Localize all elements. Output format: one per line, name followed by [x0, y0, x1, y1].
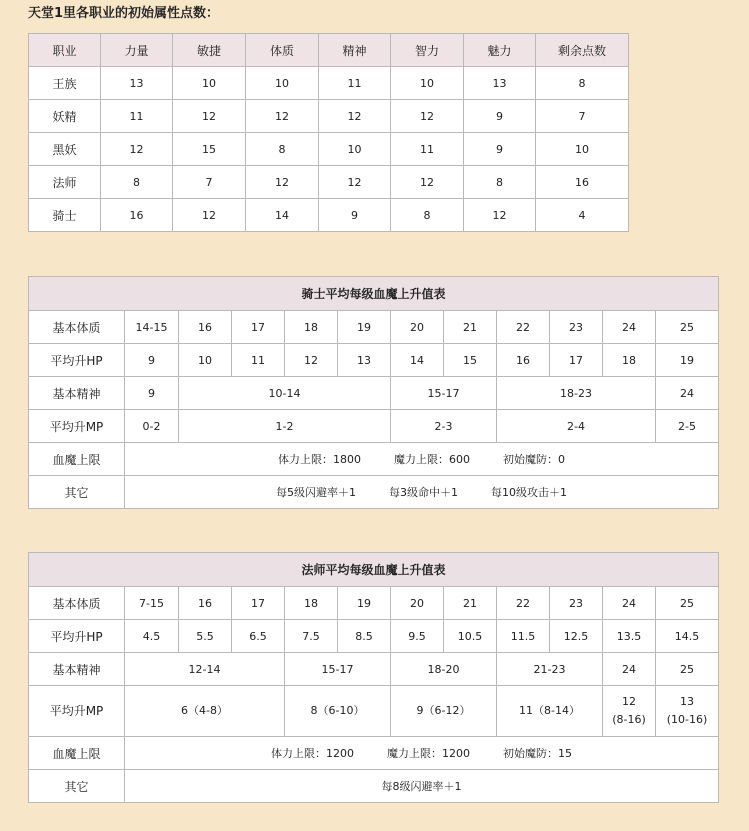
title-row — [29, 277, 719, 311]
page-heading: 天堂1里各职业的初始属性点数： — [28, 6, 220, 21]
table-row — [29, 620, 719, 653]
cell: 9 — [464, 133, 536, 166]
cell: 24 — [603, 587, 656, 620]
cell: 18 — [285, 311, 338, 344]
mp-cap-label: 魔力上限： — [387, 747, 443, 760]
cell: 12-14 — [125, 653, 285, 686]
table-row — [29, 311, 719, 344]
cell: 10 — [179, 344, 232, 377]
table-row — [29, 476, 719, 509]
table-row — [29, 67, 629, 100]
cell: 6.5 — [232, 620, 285, 653]
cell: 11 — [391, 133, 464, 166]
cell: 10.5 — [444, 620, 497, 653]
cell: 18 — [285, 587, 338, 620]
cell: 9 — [125, 377, 179, 410]
col-header-str: 力量 — [101, 34, 173, 67]
mp-range: (10-16) — [666, 713, 708, 726]
class-name: 妖精 — [29, 100, 101, 133]
row-label: 血魔上限 — [29, 737, 125, 770]
cell: 18 — [603, 344, 656, 377]
mr-value: 15 — [558, 747, 573, 760]
cell: 25 — [656, 653, 719, 686]
table-row — [29, 100, 629, 133]
other-note: 每3级命中＋1 — [389, 486, 459, 499]
cell: 12 — [173, 100, 246, 133]
cell: 8 — [101, 166, 173, 199]
row-label: 其它 — [29, 476, 125, 509]
hp-cap-label: 体力上限： — [271, 747, 327, 760]
title-row — [29, 553, 719, 587]
cell: 8 — [536, 67, 629, 100]
cap-cell — [125, 443, 719, 476]
cell: 12 — [391, 166, 464, 199]
cell: 5.5 — [179, 620, 232, 653]
cell: 9 — [125, 344, 179, 377]
cell: 4.5 — [125, 620, 179, 653]
other-cell — [125, 770, 719, 803]
cell: 21-23 — [497, 653, 603, 686]
other-note: 每5级闪避率＋1 — [276, 486, 357, 499]
row-label: 其它 — [29, 770, 125, 803]
cell: 15-17 — [285, 653, 391, 686]
cell: 12 — [464, 199, 536, 232]
table-row — [29, 443, 719, 476]
cell: 9 — [464, 100, 536, 133]
cell: 2-5 — [656, 410, 719, 443]
cell: 14 — [246, 199, 319, 232]
cell: 13.5 — [603, 620, 656, 653]
table-row — [29, 344, 719, 377]
cell — [603, 686, 656, 737]
cell: 11 — [232, 344, 285, 377]
cell: 18-20 — [391, 653, 497, 686]
cell: 22 — [497, 311, 550, 344]
cell: 15 — [444, 344, 497, 377]
cell: 1-2 — [179, 410, 391, 443]
cell: 2-4 — [497, 410, 656, 443]
cell: 11 — [319, 67, 391, 100]
cell: 10 — [319, 133, 391, 166]
cell: 16 — [497, 344, 550, 377]
cell: 14 — [391, 344, 444, 377]
cell: 7 — [173, 166, 246, 199]
mp-cap-value: 1200 — [442, 747, 471, 760]
cell: 16 — [179, 587, 232, 620]
knight-table-title: 骑士平均每级血魔上升值表 — [29, 277, 719, 311]
row-label: 平均升HP — [29, 620, 125, 653]
col-header-int: 智力 — [391, 34, 464, 67]
cell: 8 — [246, 133, 319, 166]
col-header-wis: 精神 — [319, 34, 391, 67]
knight-table — [28, 276, 719, 509]
cell: 14-15 — [125, 311, 179, 344]
cell: 17 — [232, 311, 285, 344]
row-label: 平均升HP — [29, 344, 125, 377]
class-name: 黑妖 — [29, 133, 101, 166]
other-cell — [125, 476, 719, 509]
cell: 12 — [319, 166, 391, 199]
cell: 11.5 — [497, 620, 550, 653]
col-header-remaining: 剩余点数 — [536, 34, 629, 67]
mr-label: 初始魔防： — [503, 453, 559, 466]
col-header-dex: 敏捷 — [173, 34, 246, 67]
cell: 15 — [173, 133, 246, 166]
cell: 15-17 — [391, 377, 497, 410]
cell: 23 — [550, 587, 603, 620]
row-label: 基本精神 — [29, 653, 125, 686]
cell: 11（8-14） — [497, 686, 603, 737]
cell: 25 — [656, 311, 719, 344]
cell: 12 — [246, 166, 319, 199]
cell: 7-15 — [125, 587, 179, 620]
mp-range: (8-16) — [612, 713, 646, 726]
cell: 17 — [550, 344, 603, 377]
col-header-con: 体质 — [246, 34, 319, 67]
cell: 10 — [173, 67, 246, 100]
table-row — [29, 653, 719, 686]
mp-cap-label: 魔力上限： — [394, 453, 450, 466]
cell: 13 — [338, 344, 391, 377]
table-row — [29, 133, 629, 166]
class-attributes-table — [28, 33, 629, 232]
mp-value: 12 — [622, 695, 636, 708]
cell: 12 — [246, 100, 319, 133]
cell: 10 — [246, 67, 319, 100]
cell: 21 — [444, 587, 497, 620]
cell: 24 — [603, 311, 656, 344]
class-name: 法师 — [29, 166, 101, 199]
cell: 6（4-8） — [125, 686, 285, 737]
cell: 12 — [285, 344, 338, 377]
cell: 12 — [319, 100, 391, 133]
table-row — [29, 166, 629, 199]
cell: 10-14 — [179, 377, 391, 410]
hp-cap-label: 体力上限： — [278, 453, 334, 466]
cell: 9 — [319, 199, 391, 232]
cell: 25 — [656, 587, 719, 620]
table-row — [29, 737, 719, 770]
other-note: 每8级闪避率＋1 — [381, 780, 462, 793]
cell: 16 — [179, 311, 232, 344]
cell: 16 — [101, 199, 173, 232]
table-row — [29, 770, 719, 803]
mage-table — [28, 552, 719, 803]
col-header-class: 职业 — [29, 34, 101, 67]
hp-cap-value: 1800 — [333, 453, 362, 466]
row-label: 基本体质 — [29, 587, 125, 620]
header-row — [29, 34, 629, 67]
table-row — [29, 410, 719, 443]
cell: 21 — [444, 311, 497, 344]
cell — [656, 686, 719, 737]
cell: 8（6-10） — [285, 686, 391, 737]
cell: 20 — [391, 587, 444, 620]
cell: 19 — [656, 344, 719, 377]
cell: 7 — [536, 100, 629, 133]
table-row — [29, 199, 629, 232]
row-label: 平均升MP — [29, 410, 125, 443]
hp-cap-value: 1200 — [326, 747, 355, 760]
cell: 17 — [232, 587, 285, 620]
row-label: 平均升MP — [29, 686, 125, 737]
cell: 8 — [464, 166, 536, 199]
cell: 2-3 — [391, 410, 497, 443]
cell: 12.5 — [550, 620, 603, 653]
cap-cell — [125, 737, 719, 770]
cell: 0-2 — [125, 410, 179, 443]
cell: 20 — [391, 311, 444, 344]
mage-table-title: 法师平均每级血魔上升值表 — [29, 553, 719, 587]
mp-value: 13 — [680, 695, 695, 708]
table-row — [29, 377, 719, 410]
cell: 23 — [550, 311, 603, 344]
cell: 12 — [173, 199, 246, 232]
class-name: 王族 — [29, 67, 101, 100]
row-label: 基本精神 — [29, 377, 125, 410]
table-row — [29, 587, 719, 620]
other-note: 每10级攻击＋1 — [491, 486, 568, 499]
cell: 9.5 — [391, 620, 444, 653]
cell: 24 — [603, 653, 656, 686]
cell: 12 — [391, 100, 464, 133]
cell: 18-23 — [497, 377, 656, 410]
col-header-cha: 魅力 — [464, 34, 536, 67]
cell: 7.5 — [285, 620, 338, 653]
cell: 10 — [391, 67, 464, 100]
cell: 13 — [464, 67, 536, 100]
cell: 12 — [101, 133, 173, 166]
cell: 9（6-12） — [391, 686, 497, 737]
cell: 22 — [497, 587, 550, 620]
cell: 19 — [338, 587, 391, 620]
class-name: 骑士 — [29, 199, 101, 232]
mr-value: 0 — [558, 453, 566, 466]
table-row — [29, 686, 719, 737]
row-label: 基本体质 — [29, 311, 125, 344]
cell: 16 — [536, 166, 629, 199]
cell: 4 — [536, 199, 629, 232]
cell: 19 — [338, 311, 391, 344]
row-label: 血魔上限 — [29, 443, 125, 476]
cell: 24 — [656, 377, 719, 410]
cell: 8.5 — [338, 620, 391, 653]
cell: 13 — [101, 67, 173, 100]
cell: 8 — [391, 199, 464, 232]
mp-cap-value: 600 — [449, 453, 471, 466]
cell: 10 — [536, 133, 629, 166]
cell: 14.5 — [656, 620, 719, 653]
cell: 11 — [101, 100, 173, 133]
mr-label: 初始魔防： — [503, 747, 559, 760]
